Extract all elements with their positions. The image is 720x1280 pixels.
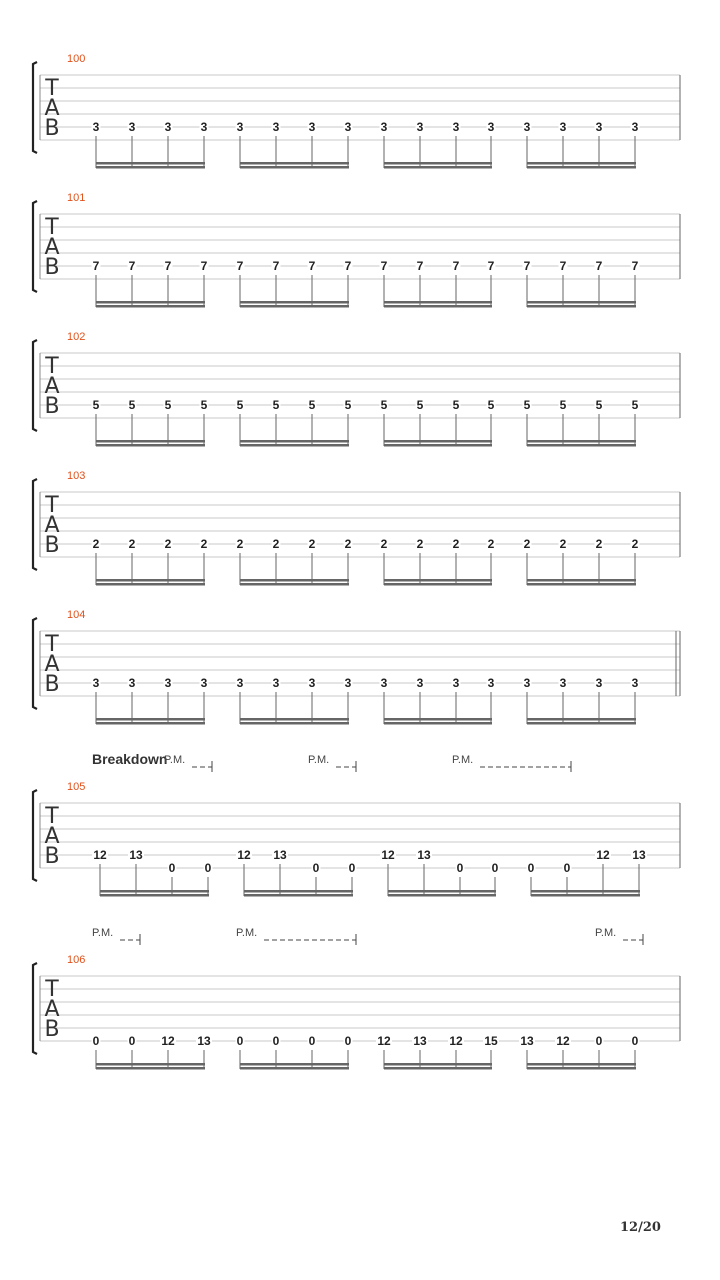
palm-mute-label: P.M. [164,754,186,766]
fret-number: 7 [128,259,136,273]
tab-clef-letter: B [44,1017,60,1042]
fret-number: 0 [595,1034,603,1048]
staff-bracket [33,618,37,709]
measure-number: 101 [67,192,86,204]
beam [384,1067,492,1070]
fret-number: 0 [348,861,356,875]
fret-number: 3 [631,676,639,690]
fret-number: 5 [164,398,172,412]
beam [527,305,636,308]
fret-number: 3 [559,676,567,690]
beam [96,722,205,725]
fret-number: 3 [344,676,352,690]
fret-number: 0 [92,1034,100,1048]
beam [384,718,492,721]
palm-mute-label: P.M. [452,754,474,766]
beam [527,579,636,582]
fret-number: 0 [456,861,464,875]
fret-number: 3 [523,676,531,690]
fret-number: 13 [197,1034,211,1048]
fret-number: 5 [128,398,136,412]
fret-number: 12 [596,848,610,862]
fret-number: 3 [416,120,424,134]
fret-number: 3 [200,676,208,690]
beam [531,894,640,897]
fret-number: 2 [487,537,495,551]
tab-clef-letter: A [44,235,60,260]
fret-number: 12 [381,848,395,862]
fret-number: 12 [93,848,107,862]
beam [240,301,349,304]
palm-mute-label: P.M. [92,927,114,939]
beam [240,1067,349,1070]
beam [527,444,636,447]
fret-number: 2 [308,537,316,551]
fret-number: 7 [559,259,567,273]
beam [384,305,492,308]
fret-number: 2 [200,537,208,551]
fret-number: 3 [452,120,460,134]
fret-number: 3 [272,120,280,134]
measure-number: 104 [67,609,86,621]
tab-clef-letter: B [44,844,60,869]
beam [527,440,636,443]
beam [527,583,636,586]
fret-number: 3 [92,120,100,134]
measure-number: 105 [67,781,86,793]
tab-clef-letter: A [44,997,60,1022]
staff-bracket [33,790,37,881]
beam [96,440,205,443]
staff-bracket [33,963,37,1054]
fret-number: 5 [380,398,388,412]
fret-number: 5 [559,398,567,412]
fret-number: 5 [487,398,495,412]
measure-number: 106 [67,954,86,966]
fret-number: 5 [523,398,531,412]
beam [96,166,205,169]
fret-number: 2 [523,537,531,551]
fret-number: 7 [452,259,460,273]
beam [240,722,349,725]
fret-number: 0 [563,861,571,875]
fret-number: 13 [129,848,143,862]
fret-number: 0 [168,861,176,875]
fret-number: 3 [380,676,388,690]
beam [388,890,496,893]
tab-clef-letter: T [45,215,59,240]
fret-number: 5 [92,398,100,412]
fret-number: 12 [449,1034,463,1048]
tab-clef-letter: A [44,374,60,399]
fret-number: 7 [416,259,424,273]
fret-number: 7 [487,259,495,273]
palm-mute-label: P.M. [308,754,330,766]
fret-number: 2 [631,537,639,551]
beam [527,722,636,725]
fret-number: 7 [595,259,603,273]
beam [240,305,349,308]
fret-number: 3 [416,676,424,690]
beam [96,305,205,308]
fret-number: 13 [273,848,287,862]
fret-number: 2 [559,537,567,551]
fret-number: 5 [344,398,352,412]
staff-bracket [33,62,37,153]
beam [384,722,492,725]
fret-number: 15 [484,1034,498,1048]
beam [100,894,209,897]
tab-clef-letter: T [45,632,59,657]
fret-number: 12 [161,1034,175,1048]
beam [527,1063,636,1066]
fret-number: 7 [164,259,172,273]
fret-number: 7 [380,259,388,273]
fret-number: 13 [413,1034,427,1048]
fret-number: 2 [236,537,244,551]
tab-clef-letter: T [45,493,59,518]
fret-number: 0 [312,861,320,875]
fret-number: 7 [92,259,100,273]
fret-number: 3 [559,120,567,134]
page-number: 12/20 [620,1220,661,1235]
beam [384,579,492,582]
fret-number: 0 [236,1034,244,1048]
fret-number: 13 [632,848,646,862]
tab-clef-letter: B [44,533,60,558]
beam [527,162,636,165]
fret-number: 5 [595,398,603,412]
fret-number: 13 [417,848,431,862]
fret-number: 3 [380,120,388,134]
fret-number: 7 [344,259,352,273]
beam [96,1063,205,1066]
tab-clef-letter: A [44,96,60,121]
fret-number: 3 [344,120,352,134]
fret-number: 0 [491,861,499,875]
fret-number: 2 [344,537,352,551]
fret-number: 5 [416,398,424,412]
fret-number: 0 [631,1034,639,1048]
fret-number: 3 [236,676,244,690]
fret-number: 3 [487,120,495,134]
section-label: Breakdown [92,751,168,767]
beam [244,890,353,893]
fret-number: 7 [272,259,280,273]
beam [96,583,205,586]
fret-number: 3 [631,120,639,134]
fret-number: 0 [128,1034,136,1048]
fret-number: 3 [308,676,316,690]
beam [384,301,492,304]
beam [384,1063,492,1066]
fret-number: 2 [92,537,100,551]
fret-number: 2 [272,537,280,551]
beam [384,166,492,169]
measure-number: 102 [67,331,86,343]
beam [527,166,636,169]
fret-number: 3 [92,676,100,690]
palm-mute-label: P.M. [236,927,258,939]
beam [96,579,205,582]
beam [384,440,492,443]
fret-number: 0 [344,1034,352,1048]
fret-number: 7 [308,259,316,273]
tab-clef-letter: T [45,804,59,829]
beam [531,890,640,893]
fret-number: 5 [200,398,208,412]
beam [96,301,205,304]
tab-clef-letter: B [44,255,60,280]
fret-number: 7 [523,259,531,273]
beam [100,890,209,893]
fret-number: 2 [452,537,460,551]
fret-number: 3 [164,120,172,134]
fret-number: 3 [164,676,172,690]
fret-number: 5 [452,398,460,412]
fret-number: 3 [523,120,531,134]
tab-clef-letter: T [45,977,59,1002]
fret-number: 0 [527,861,535,875]
beam [96,1067,205,1070]
tab-clef-letter: B [44,394,60,419]
beam [240,1063,349,1066]
fret-number: 2 [595,537,603,551]
beam [240,579,349,582]
beam [527,718,636,721]
tab-clef-letter: T [45,354,59,379]
fret-number: 5 [308,398,316,412]
staff-bracket [33,479,37,570]
tab-clef-letter: B [44,116,60,141]
fret-number: 3 [128,676,136,690]
beam [527,1067,636,1070]
measure-number: 103 [67,470,86,482]
staff-bracket [33,201,37,292]
fret-number: 3 [487,676,495,690]
fret-number: 3 [452,676,460,690]
fret-number: 2 [416,537,424,551]
fret-number: 12 [237,848,251,862]
fret-number: 3 [236,120,244,134]
fret-number: 5 [236,398,244,412]
fret-number: 3 [272,676,280,690]
beam [240,162,349,165]
beam [388,894,496,897]
beam [527,301,636,304]
beam [384,444,492,447]
palm-mute-label: P.M. [595,927,617,939]
fret-number: 3 [200,120,208,134]
beam [240,440,349,443]
fret-number: 5 [272,398,280,412]
beam [240,718,349,721]
beam [240,444,349,447]
fret-number: 3 [595,120,603,134]
fret-number: 3 [595,676,603,690]
fret-number: 7 [236,259,244,273]
beam [384,162,492,165]
tab-clef-letter: T [45,76,59,101]
beam [96,162,205,165]
fret-number: 0 [308,1034,316,1048]
beam [244,894,353,897]
fret-number: 2 [380,537,388,551]
beam [240,166,349,169]
measure-number: 100 [67,53,86,65]
beam [96,444,205,447]
fret-number: 2 [164,537,172,551]
fret-number: 3 [308,120,316,134]
beam [384,583,492,586]
tab-clef-letter: A [44,652,60,677]
beam [96,718,205,721]
fret-number: 12 [377,1034,391,1048]
fret-number: 0 [272,1034,280,1048]
tab-clef-letter: A [44,513,60,538]
fret-number: 12 [556,1034,570,1048]
fret-number: 2 [128,537,136,551]
fret-number: 0 [204,861,212,875]
fret-number: 7 [200,259,208,273]
staff-bracket [33,340,37,431]
tab-clef-letter: B [44,672,60,697]
fret-number: 13 [520,1034,534,1048]
beam [240,583,349,586]
fret-number: 3 [128,120,136,134]
tab-clef-letter: A [44,824,60,849]
fret-number: 5 [631,398,639,412]
fret-number: 7 [631,259,639,273]
